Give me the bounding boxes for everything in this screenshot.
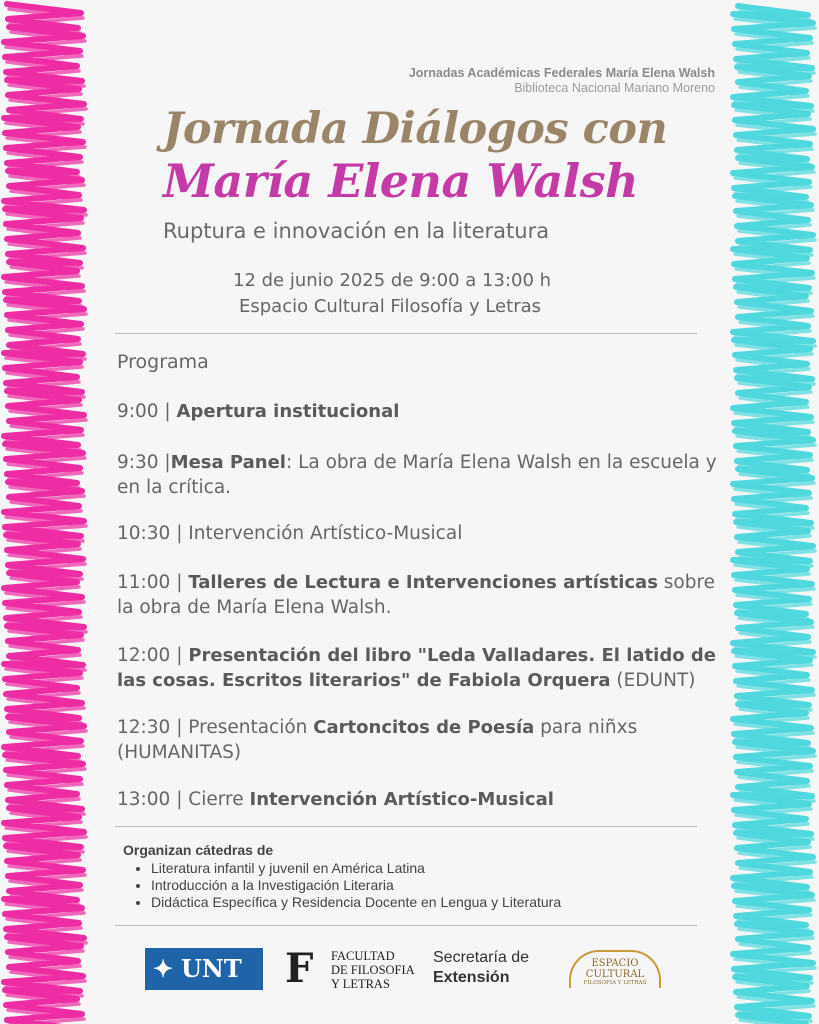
organizer-header xyxy=(409,66,715,95)
program-item: 13:00 | Cierre Intervención Artístico-Musical xyxy=(117,789,554,810)
event-place: Espacio Cultural Filosofía y Letras xyxy=(239,296,542,317)
star-icon: ✦ xyxy=(153,954,174,983)
secretaria-extension-logo: Secretaría de Extensión xyxy=(433,949,530,986)
divider-middle xyxy=(115,826,697,827)
title-line-1: Jornada Diálogos con xyxy=(163,104,668,154)
organizers-block xyxy=(123,842,561,911)
subtitle: Ruptura e innovación en la literatura xyxy=(163,219,550,243)
divider-top xyxy=(115,333,697,334)
espacio-cultural-logo: ESPACIO CULTURAL FILOSOFIA Y LETRAS xyxy=(569,950,661,988)
program-item: 9:30 |Mesa Panel: La obra de María Elena Walsh en la escuela y en la crítica. xyxy=(117,452,717,498)
unt-logo: ✦ UNT xyxy=(145,948,263,990)
logos-row xyxy=(145,944,665,994)
program-item: 10:30 | Intervención Artístico-Musical xyxy=(117,523,463,544)
program-item: 12:00 | Presentación del libro "Leda Valladares. El latido de las cosas. Escritos literarios" de Fabiola Orquera (EDUNT) xyxy=(117,645,716,691)
event-date: 12 de junio 2025 de 9:00 a 13:00 h xyxy=(233,270,552,291)
organizers-list xyxy=(123,860,561,911)
list-item: • Didáctica Específica y Residencia Docente en Lengua y Literatura xyxy=(151,894,561,911)
flyer-content xyxy=(115,0,717,1024)
organizers-heading: Organizan cátedras de xyxy=(123,842,274,858)
program-item: 9:00 | Apertura institucional xyxy=(117,401,400,422)
ffyl-logo: F FACULTAD DE FILOSOFIA Y LETRAS xyxy=(285,945,415,992)
title-line-2: María Elena Walsh xyxy=(163,154,639,208)
program-heading: Programa xyxy=(117,351,209,373)
jornadas-federales-label: Jornadas Académicas Federales María Elena Walsh xyxy=(408,66,715,80)
program-item: 12:30 | Presentación Cartoncitos de Poesía para niñxs (HUMANITAS) xyxy=(117,717,638,763)
date-place-block xyxy=(233,268,551,320)
divider-bottom xyxy=(115,925,697,926)
list-item: • Introducción a la Investigación Literaria xyxy=(151,877,561,894)
ffyl-monogram-icon: F xyxy=(285,945,314,992)
biblioteca-label: Biblioteca Nacional Mariano Moreno xyxy=(514,81,715,95)
cyan-scribble-border xyxy=(729,0,819,1024)
pink-scribble-border xyxy=(0,0,90,1024)
program-item: 11:00 | Talleres de Lectura e Intervenciones artísticas sobre la obra de María Elena Walsh. xyxy=(117,572,716,618)
list-item: • Literatura infantil y juvenil en América Latina xyxy=(151,860,561,877)
